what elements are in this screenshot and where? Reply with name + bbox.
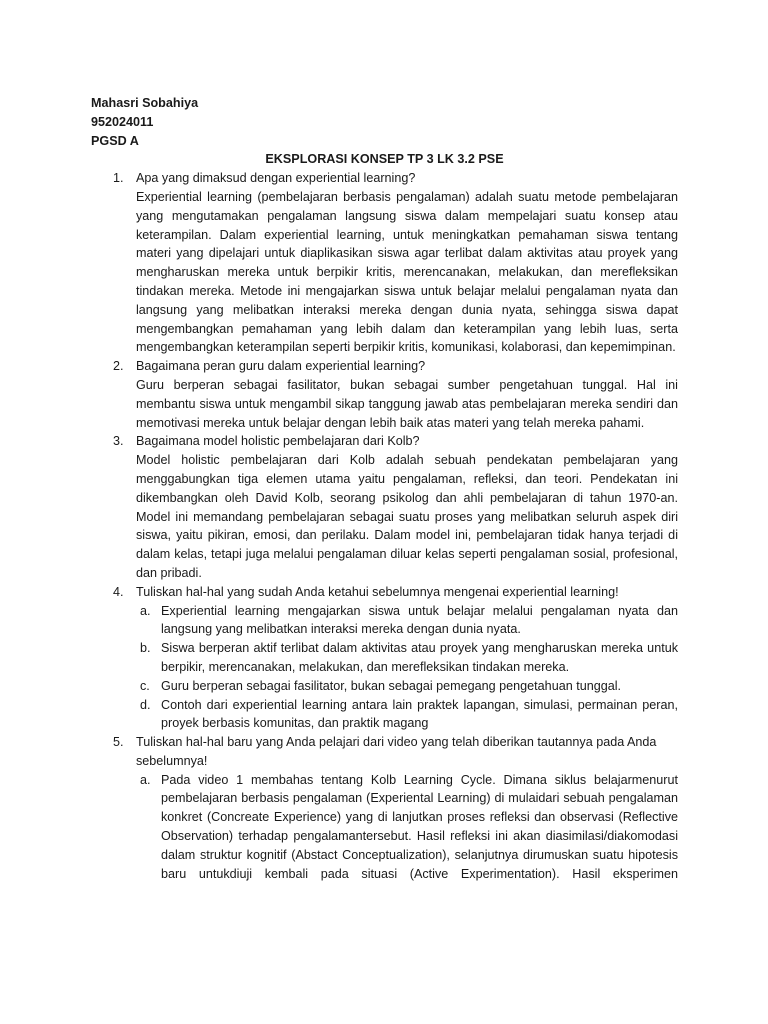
question-text: Bagaimana model holistic pembelajaran dari Kolb? xyxy=(136,434,420,449)
question-2 xyxy=(91,357,678,376)
question-1 xyxy=(91,169,678,188)
list-item xyxy=(91,602,678,640)
question-text: Apa yang dimaksud dengan experiential learning? xyxy=(136,171,416,186)
list-item xyxy=(91,677,678,696)
question-number: 4. xyxy=(113,584,124,599)
question-number: 5. xyxy=(113,735,124,750)
answer-3: Model holistic pembelajaran dari Kolb adalah sebuah pendekatan pembelajaran yang menggabungkan tiga elemen utama yaitu pengalaman, refleksi, dan teori. Pendekatan ini dikembangkan oleh David Kolb, seorang psikolog dan ahli pembelajaran di tahun 1970-an. Model ini memandang pembelajaran sebagai suatu proses yang melibatkan seluruh aspek diri siswa, yaitu pikiran, emosi, dan perilaku. Dalam model ini, pembelajaran tidak hanya terjadi di dalam kelas, tetapi juga melalui pengalaman diluar kelas seperti pengalaman sosial, profesional, dan pribadi. xyxy=(136,453,678,580)
list-item-text: Pada video 1 membahas tentang Kolb Learning Cycle. Dimana siklus belajarmenurut pembelajaran berbasis pengalaman (Experiental Learning) di mulaidari sebuah pengalaman konkret (Concreate Experience) yang di lanjutkan proses refleksi dan observasi (Reflective Observation) terhadap pengalamantersebut. Hasil refleksi ini akan diasimilasi/diakomodasi dalam struktur kognitif (Abstact Conceptualization), selanjutnya dirumuskan suatu hipotesis baru untukdiuji kembali pada situasi (Active Experimentation). Hasil eksperimen xyxy=(161,772,678,881)
author-name: Mahasri Sobahiya xyxy=(91,96,199,110)
list-item xyxy=(91,639,678,677)
student-id: 952024011 xyxy=(91,114,154,129)
document-title: EKSPLORASI KONSEP TP 3 LK 3.2 PSE xyxy=(265,152,504,167)
list-item-letter: a. xyxy=(140,772,151,787)
question-text: Tuliskan hal-hal baru yang Anda pelajari dari video yang telah diberikan tautannya pada Anda sebelumnya! xyxy=(136,735,657,768)
list-item-text: Guru berperan sebagai fasilitator, bukan sebagai pemegang pengetahuan tunggal. xyxy=(161,678,622,693)
list-item-letter: a. xyxy=(140,603,151,618)
list-item xyxy=(91,696,678,734)
answer-1: Experiential learning (pembelajaran berbasis pengalaman) adalah suatu metode pembelajaran yang mengutamakan pengalaman langsung siswa dalam mempelajari suatu konsep atau keterampilan. Dalam experiential learning, untuk meningkatkan pemahaman siswa tentang materi yang dipelajari untuk diaplikasikan siswa agar terlibat dalam aktivitas atau proyek yang mengharuskan mereka untuk berpikir kritis, merencanakan, melakukan, dan merefleksikan tindakan mereka. Metode ini mengajarkan siswa untuk belajar melalui pengalaman nyata dan langsung yang melibatkan interaksi mereka dengan dunia nyata, sehingga siswa dapat mengembangkan pemahaman yang lebih dalam dan keterampilan yang lebih luas, serta mengembangkan keterampilan seperti berpikir kritis, komunikasi, kolaborasi, dan kepemimpinan. xyxy=(136,189,678,355)
list-item-text: Siswa berperan aktif terlibat dalam aktivitas atau proyek yang mengharuskan mereka untuk berpikir, merencanakan, melakukan, dan merefleksikan tindakan mereka. xyxy=(161,641,678,674)
list-item-text: Contoh dari experiential learning antara lain praktek lapangan, simulasi, permainan peran, proyek berbasis komunitas, dan praktik magang xyxy=(161,697,678,731)
class-label: PGSD A xyxy=(91,133,139,148)
question-number: 3. xyxy=(113,434,124,449)
list-item-letter: c. xyxy=(140,678,150,693)
list-item-letter: b. xyxy=(140,641,151,656)
question-number: 1. xyxy=(113,171,124,186)
list-item-letter: d. xyxy=(140,697,151,712)
list-item xyxy=(91,771,678,884)
question-text: Bagaimana peran guru dalam experiential learning? xyxy=(136,359,426,374)
question-3 xyxy=(91,432,678,451)
question-number: 2. xyxy=(113,359,124,374)
answer-2: Guru berperan sebagai fasilitator, bukan sebagai sumber pengetahuan tunggal. Hal ini membantu siswa untuk mengambil sikap tanggung jawab atas pembelajaran mereka sendiri dan memotivasi mereka untuk belajar dengan lebih baik atas materi yang telah mereka pahami. xyxy=(136,377,678,430)
list-item-text: Experiential learning mengajarkan siswa untuk belajar melalui pengalaman nyata dan langsung yang melibatkan interaksi mereka dengan dunia nyata. xyxy=(161,603,678,637)
question-text: Tuliskan hal-hal yang sudah Anda ketahui sebelumnya mengenai experiential learning! xyxy=(136,584,619,599)
question-4 xyxy=(91,583,678,602)
question-5 xyxy=(91,733,678,771)
